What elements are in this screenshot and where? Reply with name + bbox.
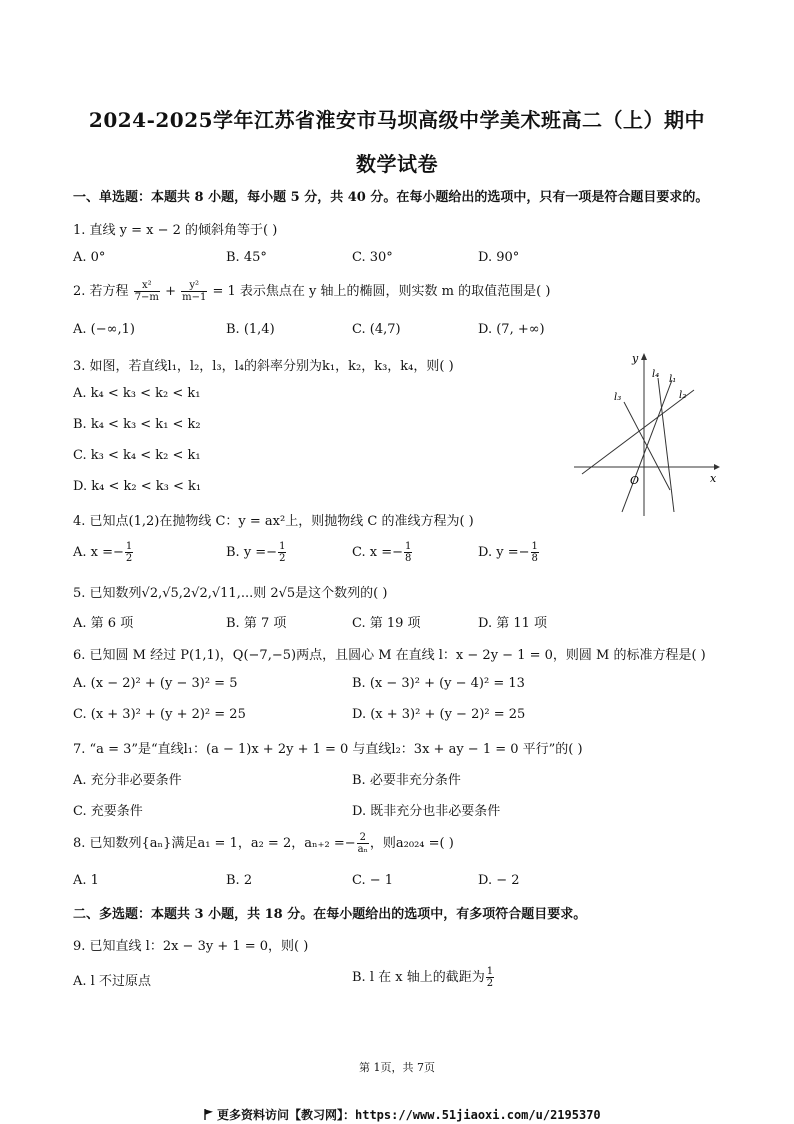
q8-option-d: D. − 2 [478, 873, 520, 888]
promo-link[interactable] [204, 1106, 601, 1123]
q4-b-den: 2 [279, 553, 286, 564]
section-heading-multi-choice: 二、多选题：本题共 3 小题，共 18 分。在每小题给出的选项中，有多项符合题目要求。 [73, 907, 587, 922]
question-7: 7. “a = 3”是“直线l₁：(a − 1)x + 2y + 1 = 0 与直线l₂：3x + ay − 1 = 0 平行”的( ) [73, 742, 583, 757]
q2-fraction-2 [181, 280, 207, 303]
q3-option-a: A. k₄ < k₃ < k₂ < k₁ [73, 386, 201, 401]
q2-frac1-num: x² [134, 280, 160, 292]
q9-b-den: 2 [486, 978, 494, 989]
q7-option-d: D. 既非充分也非必要条件 [352, 804, 501, 819]
q1-option-c: C. 30° [352, 250, 393, 265]
y-axis-label: y [632, 352, 639, 365]
q2-post: = 1 表示焦点在 y 轴上的椭圆，则实数 m 的取值范围是( ) [212, 284, 551, 299]
x-axis-label: x [710, 472, 717, 485]
question-3: 3. 如图，若直线l₁，l₂，l₃，l₄的斜率分别为k₁，k₂，k₃，k₄，则( ) [73, 359, 454, 374]
q4-a-num: 1 [125, 541, 133, 552]
q4-option-c [352, 541, 413, 564]
q4-option-d [478, 541, 540, 564]
q8-frac-num: 2 [357, 832, 369, 844]
q4-option-a [73, 541, 134, 564]
q8-option-b: B. 2 [226, 873, 253, 888]
question-6: 6. 已知圆 M 经过 P(1,1)，Q(−7,−5)两点，且圆心 M 在直线 l：x − 2y − 1 = 0，则圆 M 的标准方程是( ) [73, 648, 706, 663]
q4-c-pre: C. x =− [352, 545, 403, 560]
question-5: 5. 已知数列√2,√5,2√2,√11,...则 2√5是这个数列的( ) [73, 586, 388, 601]
q2-fraction-1 [134, 280, 160, 303]
q7-option-c: C. 充要条件 [73, 804, 143, 819]
question-4: 4. 已知点(1,2)在抛物线 C：y = ax²上，则抛物线 C 的准线方程为( ) [73, 514, 474, 529]
q4-b-pre: B. y =− [226, 545, 278, 560]
question-1: 1. 直线 y = x − 2 的倾斜角等于( ) [73, 223, 278, 238]
q1-option-d: D. 90° [478, 250, 520, 265]
q4-d-num: 1 [531, 541, 538, 552]
q4-b-frac [278, 541, 286, 564]
flag-icon [204, 1109, 214, 1120]
q2-frac2-den: m−1 [182, 292, 207, 303]
label-l4: l₄ [652, 369, 660, 380]
q4-d-pre: D. y =− [478, 545, 530, 560]
q5-option-d: D. 第 11 项 [478, 616, 548, 631]
y-axis-arrow [641, 353, 647, 360]
q2-option-c: C. (4,7) [352, 322, 401, 337]
page-title: 2024-2025学年江苏省淮安市马坝高级中学美术班高二（上）期中 [88, 108, 706, 132]
question-9: 9. 已知直线 l：2x − 3y + 1 = 0，则( ) [73, 939, 309, 954]
q9-option-a: A. l 不过原点 [73, 974, 151, 989]
q9-b-num: 1 [486, 966, 494, 977]
x-axis-arrow [714, 464, 720, 470]
q3-option-d: D. k₄ < k₂ < k₃ < k₁ [73, 479, 202, 494]
q4-b-num: 1 [279, 541, 286, 552]
q8-option-c: C. − 1 [352, 873, 394, 888]
q9-option-b [352, 966, 495, 989]
label-l3: l₃ [614, 392, 622, 403]
q9-b-pre: B. l 在 x 轴上的截距为 [352, 970, 485, 985]
question-8 [73, 832, 454, 855]
q8-option-a: A. 1 [73, 873, 99, 888]
q2-option-a: A. (−∞,1) [73, 322, 135, 337]
q6-option-a: A. (x − 2)² + (y − 3)² = 5 [73, 676, 238, 691]
q2-pre: 2. 若方程 [73, 284, 129, 299]
line-l2 [582, 390, 694, 474]
q8-post: ，则a₂₀₂₄ =( ) [369, 836, 454, 851]
q5-option-a: A. 第 6 项 [73, 616, 134, 631]
q1-option-a: A. 0° [73, 250, 106, 265]
origin-label: O [630, 474, 640, 487]
q4-c-frac [404, 541, 412, 564]
question-2 [73, 280, 550, 303]
q7-option-b: B. 必要非充分条件 [352, 773, 461, 788]
q3-option-b: B. k₄ < k₃ < k₁ < k₂ [73, 417, 201, 432]
label-l1: l₁ [669, 374, 677, 385]
q6-option-c: C. (x + 3)² + (y + 2)² = 25 [73, 707, 246, 722]
q4-d-den: 8 [531, 553, 538, 564]
q4-c-num: 1 [405, 541, 412, 552]
q9-b-frac [486, 966, 494, 989]
page-subtitle: 数学试卷 [356, 152, 438, 176]
q7-option-a: A. 充分非必要条件 [73, 773, 182, 788]
line-l4 [658, 378, 674, 512]
q2-plus: + [165, 284, 176, 299]
q4-a-den: 2 [125, 553, 133, 564]
q6-option-b: B. (x − 3)² + (y − 4)² = 13 [352, 676, 525, 691]
promo-text: 更多资料访问【教习网】：https://www.51jiaoxi.com/u/2195370 [217, 1108, 601, 1122]
section-heading-single-choice: 一、单选题：本题共 8 小题，每小题 5 分，共 40 分。在每小题给出的选项中，只有一项是符合题目要求的。 [73, 190, 709, 205]
q4-a-frac [125, 541, 133, 564]
q5-option-c: C. 第 19 项 [352, 616, 421, 631]
q2-frac1-den: 7−m [134, 292, 159, 303]
q2-option-d: D. (7, +∞) [478, 322, 545, 337]
label-l2: l₂ [679, 390, 687, 401]
q4-d-frac [531, 541, 539, 564]
q8-frac-den: aₙ [357, 844, 368, 855]
q8-pre: 8. 已知数列{aₙ}满足a₁ = 1，a₂ = 2，aₙ₊₂ =− [73, 836, 356, 851]
q3-option-c: C. k₃ < k₄ < k₂ < k₁ [73, 448, 201, 463]
q4-option-b [226, 541, 287, 564]
q1-option-b: B. 45° [226, 250, 267, 265]
q2-option-b: B. (1,4) [226, 322, 275, 337]
q3-lines-figure [572, 350, 722, 518]
q8-fraction [357, 832, 369, 855]
q4-c-den: 8 [405, 553, 412, 564]
page-number: 第 1页，共 7页 [359, 1061, 435, 1074]
q4-a-pre: A. x =− [73, 545, 124, 560]
q5-option-b: B. 第 7 项 [226, 616, 287, 631]
q6-option-d: D. (x + 3)² + (y − 2)² = 25 [352, 707, 526, 722]
q2-frac2-num: y² [181, 280, 207, 292]
